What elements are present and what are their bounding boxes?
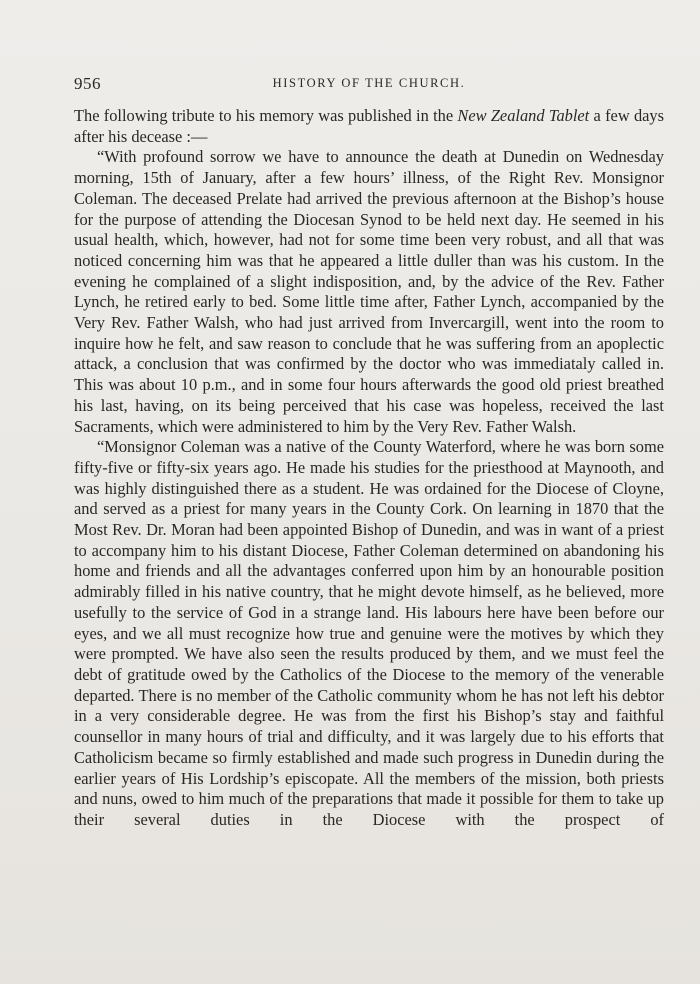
intro-text-end: a few days after his decease :— bbox=[74, 106, 664, 146]
page-header bbox=[74, 74, 664, 94]
body-text bbox=[74, 106, 664, 831]
page-number: 956 bbox=[74, 74, 101, 93]
publication-title-part-1: New Zealand bbox=[457, 106, 545, 125]
paragraph-death-account: “With profound sorrow we have to announce the death at Dunedin on Wednesday morning, 15th of January, after a few hours’ illness, of the Right Rev. Monsignor Coleman. The deceased Prelate had arrived the previous afternoon at the Bishop’s house for the purpose of attending the Diocesan Synod to be held next day. He seemed in his usual health, which, however, had not for some time been very robust, and all that was noticed concerning him was that he appeared a little duller than was his custom. In the evening he complained of a slight indisposition, and, by the advice of the Rev. Father Lynch, he retired early to bed. Some little time after, Father Lynch, accompanied by the Very Rev. Father Walsh, who had just arrived from Invercargill, went into the room to inquire how he felt, and saw reason to conclude that he was suffering from an apoplectic attack, a conclusion that was confirmed by the doctor who was immediataly called in. This was about 10 p.m., and in some four hours afterwards the good old priest breathed his last, having, on its being perceived that his case was hopeless, received the last Sacraments, which were administered to him by the Very Rev. Father Walsh. bbox=[74, 147, 664, 436]
paragraph-intro bbox=[74, 106, 664, 147]
paragraph-biography: “Monsignor Coleman was a native of the County Waterford, where he was born some fifty-five or fifty-six years ago. He made his studies for the priesthood at Maynooth, and was highly distinguished there as a student. He was ordained for the Diocese of Cloyne, and served as a priest for many years in the County Cork. On learning in 1870 that the Most Rev. Dr. Moran had been appointed Bishop of Dunedin, and was in want of a priest to accompany him to his distant Diocese, Father Coleman determined on abandoning his home and friends and all the advantages conferred upon him by an honourable position admirably filled in his native country, that he might devote himself, as he believed, more usefully to the service of God in a strange land. His labours here have been before our eyes, and we all must recognize how true and genuine were the motives by which they were prompted. We have also seen the results produced by them, and we must feel the debt of gratitude owed by the Catholics of the Diocese to the memory of the venerable departed. There is no member of the Catholic community whom he has not left his debtor in a very considerable degree. He was from the first his Bishop’s stay and faithful counsellor in many hours of trial and difficulty, and it was largely due to his efforts that Catholicism became so firmly established and made such progress in Dunedin during the earlier years of His Lordship’s episcopate. All the members of the mission, both priests and nuns, owed to him much of the preparations that made it possible for them to take up their several duties in the Diocese with the prospect of bbox=[74, 437, 664, 829]
running-head: HISTORY OF THE CHURCH. bbox=[272, 76, 466, 90]
publication-title-part-2: Tablet bbox=[548, 106, 590, 125]
intro-text: The following tribute to his memory was published in the bbox=[74, 106, 458, 125]
